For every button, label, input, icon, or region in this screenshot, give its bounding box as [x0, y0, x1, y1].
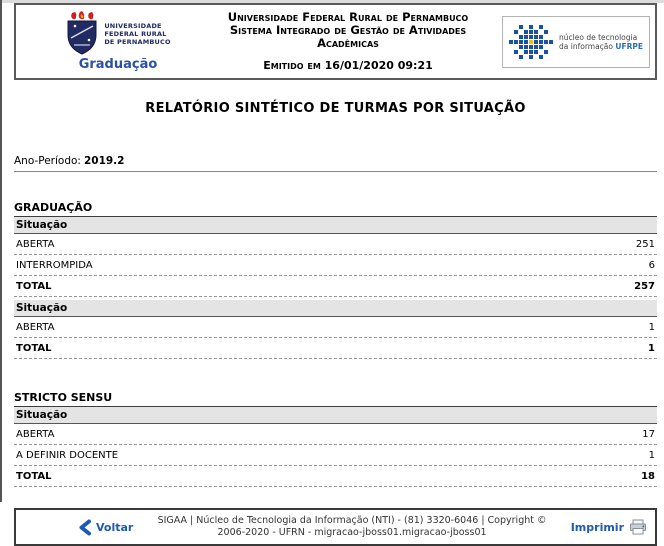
total-value: 1 [648, 343, 655, 354]
university-name-lines [104, 22, 170, 46]
university-name-line: DE PERNAMBUCO [104, 37, 171, 46]
section-title: STRICTO SENSU [14, 391, 657, 407]
table-row [14, 445, 657, 466]
print-button[interactable] [571, 519, 647, 535]
university-name-line: UNIVERSIDADE [104, 21, 162, 30]
system-title-block [194, 11, 502, 72]
university-name-line: FEDERAL RURAL [104, 29, 167, 38]
emitted-timestamp: Emitido em 16/01/2020 09:21 [263, 59, 433, 72]
row-label: A DEFINIR DOCENTE [16, 450, 119, 461]
total-label: TOTAL [16, 281, 52, 292]
total-label: TOTAL [16, 471, 52, 482]
footer-info [133, 515, 570, 539]
report-page [14, 3, 657, 546]
situation-table [14, 300, 657, 359]
section-title: GRADUAÇÃO [14, 201, 657, 217]
nti-logo-box [502, 16, 650, 68]
total-label: TOTAL [16, 343, 52, 354]
nti-text-line2: da informação [559, 41, 613, 51]
printer-icon [629, 519, 647, 535]
ufrpe-shield-icon [65, 12, 99, 56]
period-row [14, 155, 657, 172]
university-logo-block [16, 12, 194, 72]
nti-logo-text [559, 33, 643, 51]
table-row [14, 234, 657, 255]
row-label: INTERROMPIDA [16, 260, 93, 271]
report-header [14, 3, 657, 80]
table-total-row [14, 276, 657, 297]
total-value: 18 [641, 471, 655, 482]
row-value: 1 [648, 322, 655, 333]
situation-table [14, 407, 657, 487]
footer-info-line1: SIGAA | Núcleo de Tecnologia da Informação (NTI) - (81) 3320-6046 | Copyright © [157, 515, 547, 526]
back-button-label: Voltar [96, 520, 134, 534]
row-value: 17 [642, 429, 655, 440]
table-row [14, 317, 657, 338]
report-section [14, 201, 657, 359]
row-value: 6 [648, 260, 655, 271]
org-line: Universidade Federal Rural de Pernambuco [227, 10, 469, 24]
row-label: ABERTA [16, 322, 55, 333]
table-header-situacao: Situação [14, 217, 657, 234]
table-row [14, 424, 657, 445]
org-line: Sistema Integrado de Gestão de Atividades [229, 23, 467, 37]
chevron-left-icon [78, 520, 91, 535]
total-value: 257 [634, 281, 655, 292]
print-button-label: Imprimir [570, 520, 624, 534]
row-label: ABERTA [16, 429, 55, 440]
table-row [14, 255, 657, 276]
browser-left-edge [0, 0, 2, 502]
nti-brand: UFRPE [615, 41, 643, 51]
nti-dots-icon [509, 25, 553, 59]
back-button[interactable] [78, 520, 133, 535]
row-value: 1 [648, 450, 655, 461]
report-section [14, 391, 657, 487]
university-logo-row [65, 12, 170, 56]
module-name: Graduação [78, 56, 158, 72]
org-line: Acadêmicas [317, 36, 379, 50]
report-sections [14, 201, 657, 487]
table-total-row [14, 466, 657, 487]
page-title: RELATÓRIO SINTÉTICO DE TURMAS POR SITUAÇÃO [145, 101, 526, 116]
period-value: 2019.2 [83, 155, 125, 167]
table-header-situacao: Situação [14, 407, 657, 424]
situation-table [14, 217, 657, 297]
row-label: ABERTA [16, 239, 55, 250]
table-header-situacao: Situação [14, 300, 657, 317]
table-total-row [14, 338, 657, 359]
row-value: 251 [635, 239, 655, 250]
period-label: Ano-Período: [14, 155, 81, 167]
nti-text-line1: núcleo de tecnologia [559, 32, 638, 42]
footer-bar [14, 508, 657, 546]
footer-info-line2: 2006-2020 - UFRN - migracao-jboss01.migracao-jboss01 [217, 527, 487, 538]
